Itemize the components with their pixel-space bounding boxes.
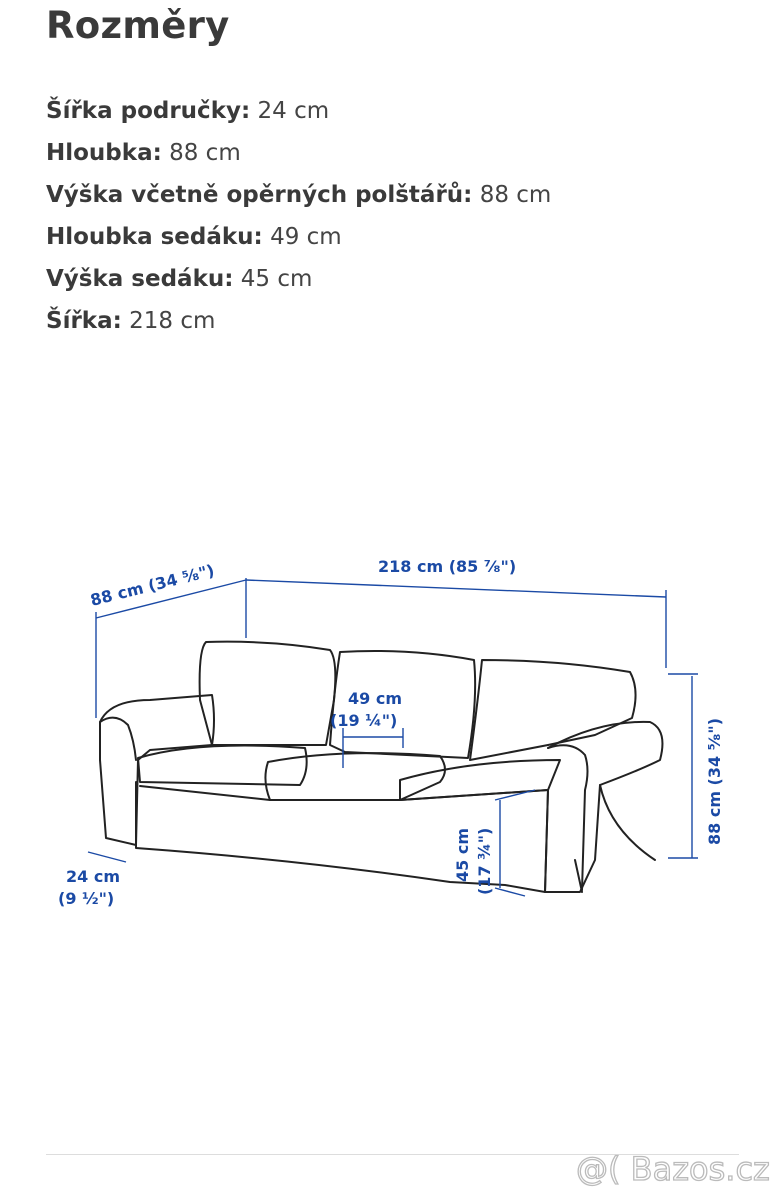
sofa-drawing [100, 642, 662, 892]
seat-height-cm-label: 45 cm [453, 828, 472, 882]
width-label: 218 cm (85 ⁷⁄₈") [378, 557, 517, 576]
seat-depth-in-label: (19 ¼") [330, 711, 398, 730]
depth-label: 88 cm (34 ⁵⁄₈") [88, 560, 217, 610]
arm-width-cm-label: 24 cm [66, 867, 120, 886]
page-title: Rozměry [46, 4, 230, 47]
dimension-lines [88, 578, 698, 896]
seat-depth-cm-label: 49 cm [348, 689, 402, 708]
spec-seat-depth: Hloubka sedáku: 49 cm [46, 224, 342, 250]
dimension-list [46, 90, 551, 342]
spec-seat-height: Výška sedáku: 45 cm [46, 266, 313, 292]
sofa-dimension-diagram [0, 520, 773, 920]
arm-width-in-label: (9 ½") [58, 889, 115, 908]
spec-arm-width: Šířka područky: 24 cm [46, 98, 330, 124]
seat-height-in-label: (17 ¾") [475, 827, 494, 895]
watermark: @( Bazos.cz [576, 1150, 770, 1188]
spec-height: Výška včetně opěrných polštářů: 88 cm [46, 182, 552, 208]
spec-width: Šířka: 218 cm [46, 308, 216, 334]
height-label: 88 cm (34 ⁵⁄₈") [705, 717, 724, 845]
spec-depth: Hloubka: 88 cm [46, 140, 241, 166]
